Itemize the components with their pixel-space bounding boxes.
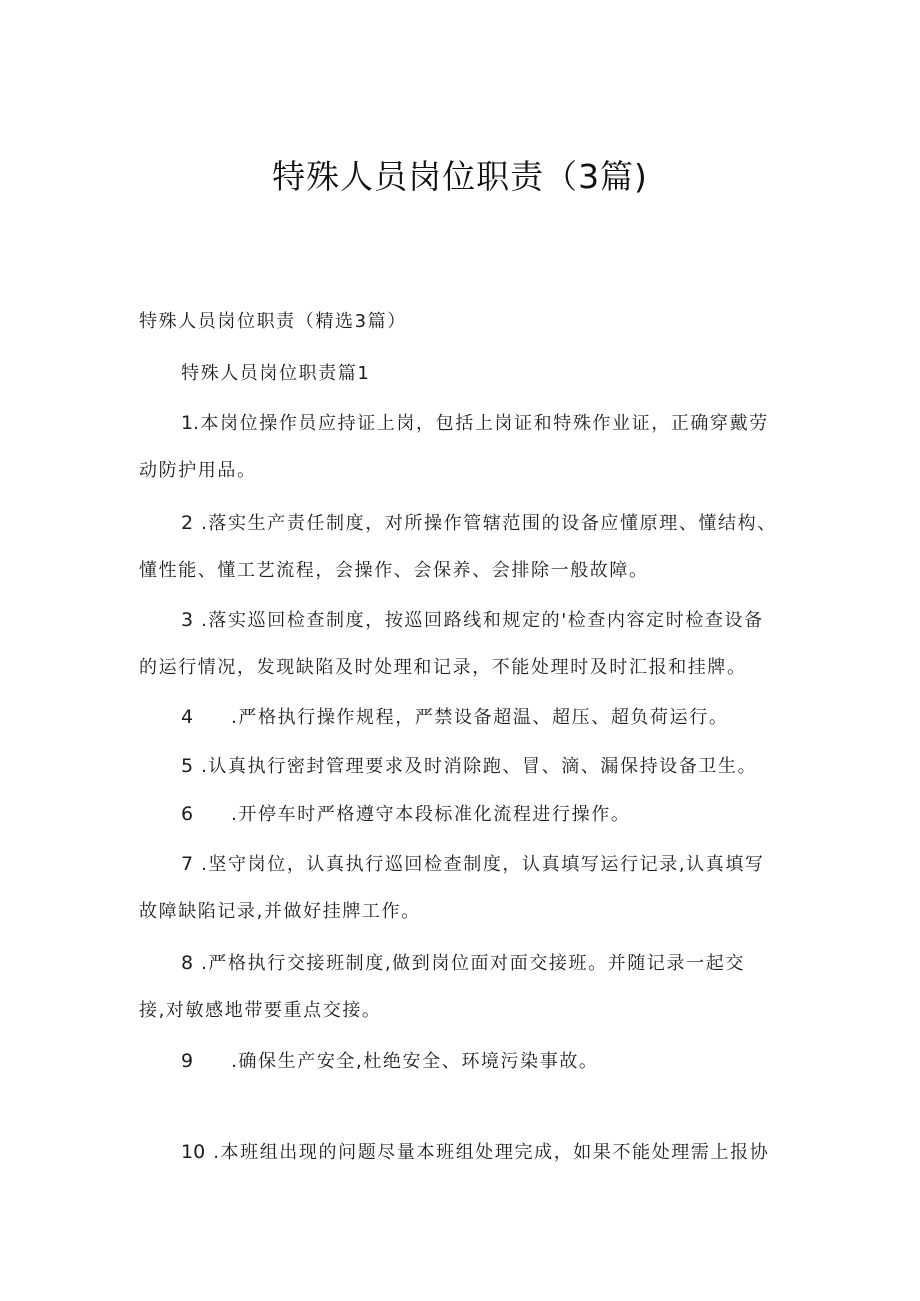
item-number: 9: [181, 1050, 194, 1072]
item-text: .严格执行交接班制度,做到岗位面对面交接班。并随记录一起交: [201, 953, 745, 974]
item-number: 4: [181, 706, 194, 728]
list-item-3: [181, 607, 764, 634]
list-item-2-continuation: 懂性能、懂工艺流程，会操作、会保养、会排除一般故障。: [139, 560, 649, 581]
document-subtitle: 特殊人员岗位职责（精选3篇）: [139, 311, 407, 332]
item-number: 5: [181, 755, 194, 777]
list-item-1-continuation: 动防护用品。: [139, 460, 257, 481]
item-text: .落实生产责任制度，对所操作管辖范围的设备应懂原理、懂结构、: [201, 513, 777, 534]
item-text: .严格执行操作规程，严禁设备超温、超压、超负荷运行。: [231, 707, 729, 728]
item-number: 2: [181, 512, 194, 534]
list-item-3-continuation: 的运行情况，发现缺陷及时处理和记录，不能处理时及时汇报和挂牌。: [139, 657, 747, 678]
item-text: .确保生产安全,杜绝安全、环境污染事故。: [231, 1051, 599, 1072]
list-item-8-continuation: 接,对敏感地带要重点交接。: [139, 1000, 382, 1021]
item-text: .开停车时严格遵守本段标准化流程进行操作。: [231, 804, 631, 825]
item-number: 7: [181, 853, 194, 875]
list-item-8: [181, 950, 745, 977]
list-item-1: [181, 410, 769, 437]
list-item-7: [181, 851, 765, 878]
section-heading: 特殊人员岗位职责篇1: [181, 363, 371, 384]
item-text: .认真执行密封管理要求及时消除跑、冒、滴、漏保持设备卫生。: [201, 756, 758, 777]
item-text: .落实巡回检查制度，按巡回路线和规定的'检查内容定时检查设备: [201, 610, 764, 631]
list-item-10: [181, 1139, 769, 1166]
list-item-5: [181, 753, 757, 780]
list-item-7-continuation: 故障缺陷记录,并做好挂牌工作。: [139, 901, 421, 922]
list-item-6: [181, 801, 630, 828]
item-number: 6: [181, 803, 194, 825]
item-number: 10: [181, 1141, 206, 1163]
item-text: .坚守岗位，认真执行巡回检查制度，认真填写运行记录,认真填写: [201, 854, 765, 875]
item-number: 8: [181, 952, 194, 974]
item-number: 3: [181, 609, 194, 631]
document-title: 特殊人员岗位职责（3篇): [272, 157, 648, 196]
list-item-4: [181, 704, 728, 731]
item-text: .本岗位操作员应持证上岗，包括上岗证和特殊作业证，正确穿戴劳: [193, 413, 769, 434]
item-text: .本班组出现的问题尽量本班组处理完成，如果不能处理需上报协: [213, 1142, 770, 1163]
list-item-9: [181, 1048, 599, 1075]
list-item-2: [181, 510, 777, 537]
item-number: 1: [181, 412, 194, 434]
